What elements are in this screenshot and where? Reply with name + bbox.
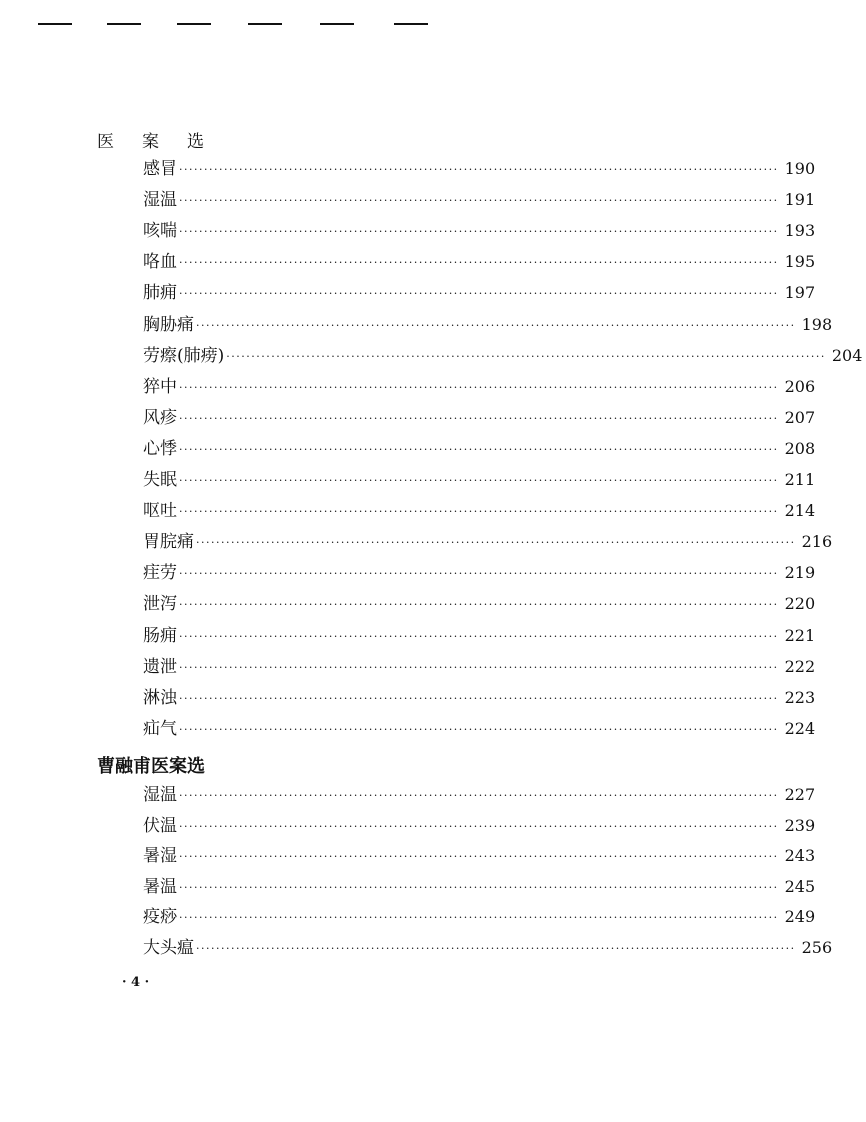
entry-char-1: 猝 bbox=[143, 376, 160, 397]
leader-dots: ························································································································ bbox=[196, 942, 796, 955]
toc-entry[interactable] bbox=[143, 313, 833, 337]
entry-char-3: 温 bbox=[160, 876, 177, 897]
entry-char-1: 肺 bbox=[143, 283, 160, 304]
leader-dots: ························································································································ bbox=[179, 567, 779, 581]
entry-char-3: 眠 bbox=[160, 470, 177, 490]
leader-dots: ························································································································ bbox=[226, 349, 826, 363]
toc-entry[interactable] bbox=[143, 250, 816, 274]
entry-char-3: 吐 bbox=[160, 501, 177, 522]
rule bbox=[177, 23, 211, 25]
entry-char-3: 温 bbox=[160, 785, 177, 805]
entry-char-1: 暑 bbox=[143, 876, 160, 897]
entry-char-3: 悸 bbox=[160, 438, 177, 459]
entry-page: 198 bbox=[801, 314, 833, 334]
entry-page: 216 bbox=[801, 532, 833, 552]
rule bbox=[107, 23, 141, 25]
leader-dots: ························································································································ bbox=[179, 911, 779, 925]
entry-char-1: 淋 bbox=[143, 687, 160, 708]
toc-entry[interactable] bbox=[143, 844, 816, 868]
entry-char-2: 脘 bbox=[160, 532, 177, 553]
entry-page: 222 bbox=[784, 656, 816, 676]
entry-char-1: 呕 bbox=[143, 501, 160, 522]
toc-entry[interactable] bbox=[143, 437, 816, 461]
rule bbox=[38, 23, 72, 25]
entry-char-3: 瘵(肺痨) bbox=[160, 345, 225, 366]
entry-char-3: 痛 bbox=[177, 314, 194, 335]
leader-dots: ························································································································ bbox=[179, 287, 779, 301]
leader-dots: ························································································································ bbox=[179, 722, 779, 736]
entry-page: 211 bbox=[784, 470, 816, 489]
rule bbox=[320, 23, 354, 25]
entry-char-1: 感 bbox=[143, 159, 160, 179]
toc-entry[interactable] bbox=[143, 406, 816, 430]
toc-entry[interactable] bbox=[143, 188, 816, 212]
leader-dots: ························································································································ bbox=[179, 163, 779, 176]
entry-page: 223 bbox=[784, 687, 816, 707]
rule bbox=[248, 23, 282, 25]
entry-char-1: 疝 bbox=[143, 718, 160, 739]
leader-dots: ························································································································ bbox=[179, 256, 779, 270]
toc-entry[interactable] bbox=[143, 344, 863, 368]
entry-page: 195 bbox=[784, 252, 816, 272]
entry-page: 224 bbox=[784, 718, 816, 738]
entry-char-3: 温 bbox=[160, 190, 177, 211]
entry-char-3: 疹 bbox=[160, 407, 177, 428]
entry-char-2: 胁 bbox=[160, 314, 177, 335]
entry-char-1: 肠 bbox=[143, 625, 160, 646]
entry-page: 220 bbox=[784, 594, 816, 614]
leader-dots: ························································································································ bbox=[179, 880, 779, 894]
section-title: 曹融甫医案选 bbox=[97, 756, 205, 777]
section-title: 医 案 选 bbox=[97, 132, 204, 152]
entry-page: 197 bbox=[784, 283, 816, 303]
entry-char-3: 痧 bbox=[160, 907, 177, 928]
entry-page: 208 bbox=[784, 438, 816, 458]
leader-dots: ························································································································ bbox=[179, 225, 779, 239]
toc-entry[interactable] bbox=[143, 530, 833, 554]
toc-entry[interactable] bbox=[143, 592, 816, 616]
leader-dots: ························································································································ bbox=[179, 598, 779, 612]
leader-dots: ························································································································ bbox=[196, 318, 796, 332]
entry-char-3: 泄 bbox=[160, 656, 177, 677]
toc-entry[interactable] bbox=[143, 717, 816, 741]
toc-entry[interactable] bbox=[143, 157, 816, 181]
entry-char-1: 咯 bbox=[143, 252, 160, 273]
entry-page: 239 bbox=[784, 815, 816, 835]
entry-page: 243 bbox=[784, 846, 816, 866]
entry-page: 219 bbox=[784, 563, 816, 583]
toc-entry[interactable] bbox=[143, 561, 816, 585]
toc-entry[interactable] bbox=[143, 814, 816, 838]
entry-page: 214 bbox=[784, 501, 816, 521]
toc-entry[interactable] bbox=[143, 686, 816, 710]
toc-entry[interactable] bbox=[143, 219, 816, 243]
entry-char-2: 头 bbox=[160, 938, 177, 958]
entry-char-1: 湿 bbox=[143, 190, 160, 211]
entry-page: 206 bbox=[784, 376, 816, 396]
leader-dots: ························································································································ bbox=[179, 474, 779, 487]
toc-entry[interactable] bbox=[143, 936, 833, 960]
entry-char-1: 疰 bbox=[143, 563, 160, 584]
entry-char-1: 胸 bbox=[143, 314, 160, 335]
leader-dots: ························································································································ bbox=[179, 442, 779, 456]
page-number: · 4 · bbox=[122, 975, 150, 990]
entry-page: 245 bbox=[784, 876, 816, 896]
entry-char-1: 胃 bbox=[143, 532, 160, 553]
entry-char-3: 痈 bbox=[160, 625, 177, 646]
entry-page: 221 bbox=[784, 625, 816, 645]
leader-dots: ························································································································ bbox=[179, 629, 779, 643]
entry-char-3: 气 bbox=[160, 718, 177, 739]
entry-char-1: 失 bbox=[143, 470, 160, 490]
leader-dots: ························································································································ bbox=[179, 789, 779, 802]
leader-dots: ························································································································ bbox=[179, 194, 779, 208]
leader-dots: ························································································································ bbox=[179, 819, 779, 833]
rule bbox=[394, 23, 428, 25]
toc-entry[interactable] bbox=[143, 499, 816, 523]
toc-entry[interactable] bbox=[143, 375, 816, 399]
entry-page: 191 bbox=[784, 190, 816, 210]
entry-page: 193 bbox=[784, 221, 816, 241]
toc-entry[interactable] bbox=[143, 905, 816, 929]
entry-char-1: 伏 bbox=[143, 815, 160, 836]
leader-dots: ························································································································ bbox=[179, 850, 779, 864]
entry-char-1: 遗 bbox=[143, 656, 160, 677]
leader-dots: ························································································································ bbox=[179, 691, 779, 705]
toc-entry[interactable] bbox=[143, 281, 816, 305]
leader-dots: ························································································································ bbox=[179, 660, 779, 674]
entry-page: 227 bbox=[784, 785, 816, 804]
leader-dots: ························································································································ bbox=[179, 505, 779, 519]
entry-char-1: 疫 bbox=[143, 907, 160, 928]
entry-char-1: 风 bbox=[143, 407, 160, 428]
entry-char-3: 瘟 bbox=[177, 938, 194, 958]
entry-char-3: 痛 bbox=[177, 532, 194, 553]
entry-char-3: 喘 bbox=[160, 221, 177, 242]
entry-char-3: 中 bbox=[160, 376, 177, 397]
toc-entry[interactable] bbox=[143, 468, 816, 492]
leader-dots: ························································································································ bbox=[179, 411, 779, 425]
entry-char-1: 心 bbox=[143, 438, 160, 459]
toc-entry[interactable] bbox=[143, 624, 816, 648]
toc-entry[interactable] bbox=[143, 655, 816, 679]
entry-page: 256 bbox=[801, 938, 833, 957]
toc-entry[interactable] bbox=[143, 783, 816, 807]
entry-char-3: 劳 bbox=[160, 563, 177, 584]
entry-char-3: 温 bbox=[160, 815, 177, 836]
entry-page: 249 bbox=[784, 907, 816, 927]
entry-char-3: 血 bbox=[160, 252, 177, 273]
leader-dots: ························································································································ bbox=[196, 536, 796, 550]
entry-char-3: 浊 bbox=[160, 687, 177, 708]
entry-char-3: 湿 bbox=[160, 846, 177, 867]
leader-dots: ························································································································ bbox=[179, 380, 779, 394]
entry-char-1: 劳 bbox=[143, 345, 160, 366]
entry-char-1: 湿 bbox=[143, 785, 160, 805]
entry-char-1: 大 bbox=[143, 938, 160, 958]
toc-entry[interactable] bbox=[143, 875, 816, 899]
entry-char-3: 痈 bbox=[160, 283, 177, 304]
entry-char-1: 泄 bbox=[143, 594, 160, 615]
entry-char-3: 泻 bbox=[160, 594, 177, 615]
entry-char-1: 暑 bbox=[143, 846, 160, 867]
entry-char-1: 咳 bbox=[143, 221, 160, 242]
entry-page: 207 bbox=[784, 407, 816, 427]
entry-char-3: 冒 bbox=[160, 159, 177, 179]
entry-page: 204 bbox=[831, 345, 863, 365]
entry-page: 190 bbox=[784, 159, 816, 178]
